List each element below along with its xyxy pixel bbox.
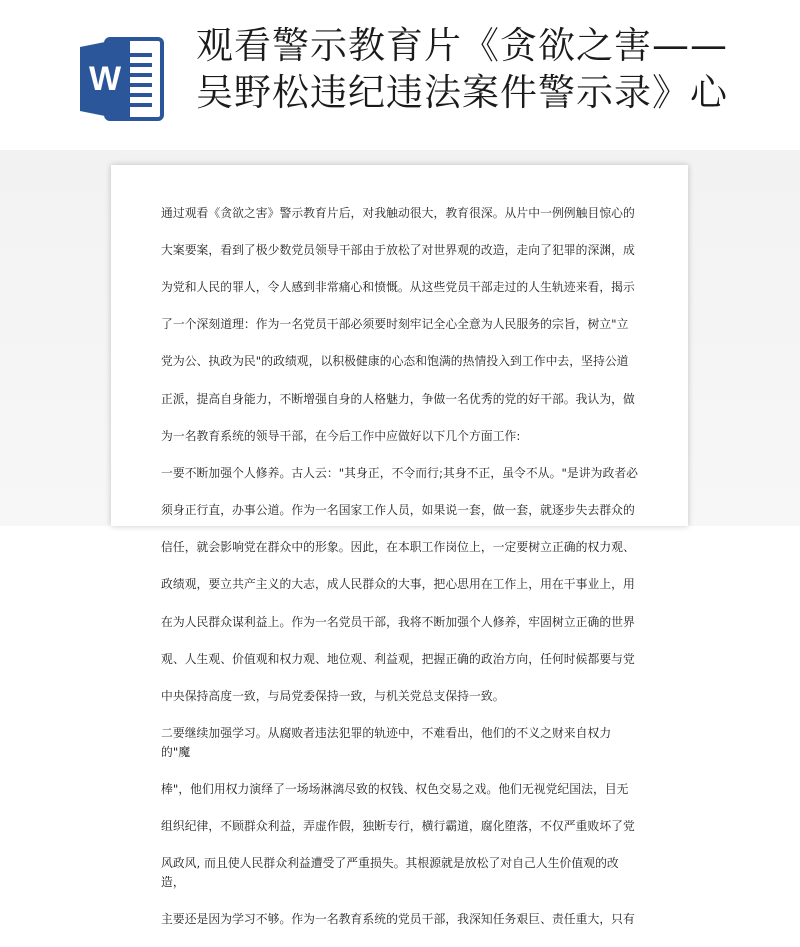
text-line: 通过观看《贪欲之害》警示教育片后，对我触动很大，教育很深。从片中一例例触目惊心的 <box>161 205 635 220</box>
text-line: 政绩观，要立共产主义的大志，成人民群众的大事，把心思用在工作上，用在干事业上，用 <box>161 577 635 592</box>
text-line: 一要不断加强个人修养。古人云："其身正，不令而行;其身不正，虽令不从。"是讲为政者必 <box>161 465 639 480</box>
svg-text:W: W <box>88 60 122 98</box>
document-page <box>111 165 688 927</box>
text-line: 棒"，他们用权力演绎了一场场淋漓尽致的权钱、权色交易之戏。他们无视党纪国法，目无 <box>161 782 629 796</box>
text-line: 在为人民群众谋利益上。作为一名党员干部，我将不断加强个人修养，牢固树立正确的世界 <box>161 614 635 629</box>
text-line: 为一名教育系统的领导干部，在今后工作中应做好以下几个方面工作: <box>161 428 521 443</box>
text-line: 须身正行直，办事公道。作为一名国家工作人员，如果说一套，做一套，就逐步失去群众的 <box>161 503 635 518</box>
text-line: 党为公、执政为民"的政绩观，以积极健康的心态和饱满的热情投入到工作中去，坚持公道 <box>161 354 629 369</box>
page-title <box>196 22 796 116</box>
title-line-2: 吴野松违纪违法案件警示录》心 <box>196 71 728 114</box>
text-line: 风政风, 而且使人民群众利益遭受了严重损失。其根源就是放松了对自己人生价值观的改造， <box>161 856 619 889</box>
text-line: 正派，提高自身能力，不断增强自身的人格魅力，争做一名优秀的党的好干部。我认为，做 <box>161 391 635 406</box>
text-line: 组织纪律，不顾群众利益，弄虚作假，独断专行，横行霸道，腐化堕落，不仅严重败坏了党 <box>161 819 635 834</box>
word-document-icon <box>76 33 168 125</box>
header <box>0 0 800 150</box>
text-line: 为党和人民的罪人，令人感到非常痛心和愤慨。从这些党员干部走过的人生轨迹来看，揭示 <box>161 279 635 294</box>
text-line: 中央保持高度一致，与局党委保持一致，与机关党总支保持一致。 <box>161 689 505 704</box>
document-body <box>161 185 639 947</box>
title-line-1: 观看警示教育片《贪欲之害—— <box>196 24 728 67</box>
text-line: 了一个深刻道理：作为一名党员干部必须要时刻牢记全心全意为人民服务的宗旨，树立"立 <box>161 317 629 332</box>
text-line: 信任，就会影响党在群众中的形象。因此，在本职工作岗位上，一定要树立正确的权力观、 <box>161 540 635 555</box>
text-line: 观、人生观、价值观和权力观、地位观、利益观，把握正确的政治方向，任何时候都要与党 <box>161 651 635 666</box>
text-line: 大案要案，看到了极少数党员领导干部由于放松了对世界观的改造，走向了犯罪的深渊，成 <box>161 242 635 257</box>
text-line: 主要还是因为学习不够。作为一名教育系统的党员干部，我深知任务艰巨、责任重大，只有 <box>161 912 635 927</box>
text-line: 二要继续加强学习。从腐败者违法犯罪的轨迹中，不难看出，他们的不义之财来自权力的"魔 <box>161 726 612 759</box>
